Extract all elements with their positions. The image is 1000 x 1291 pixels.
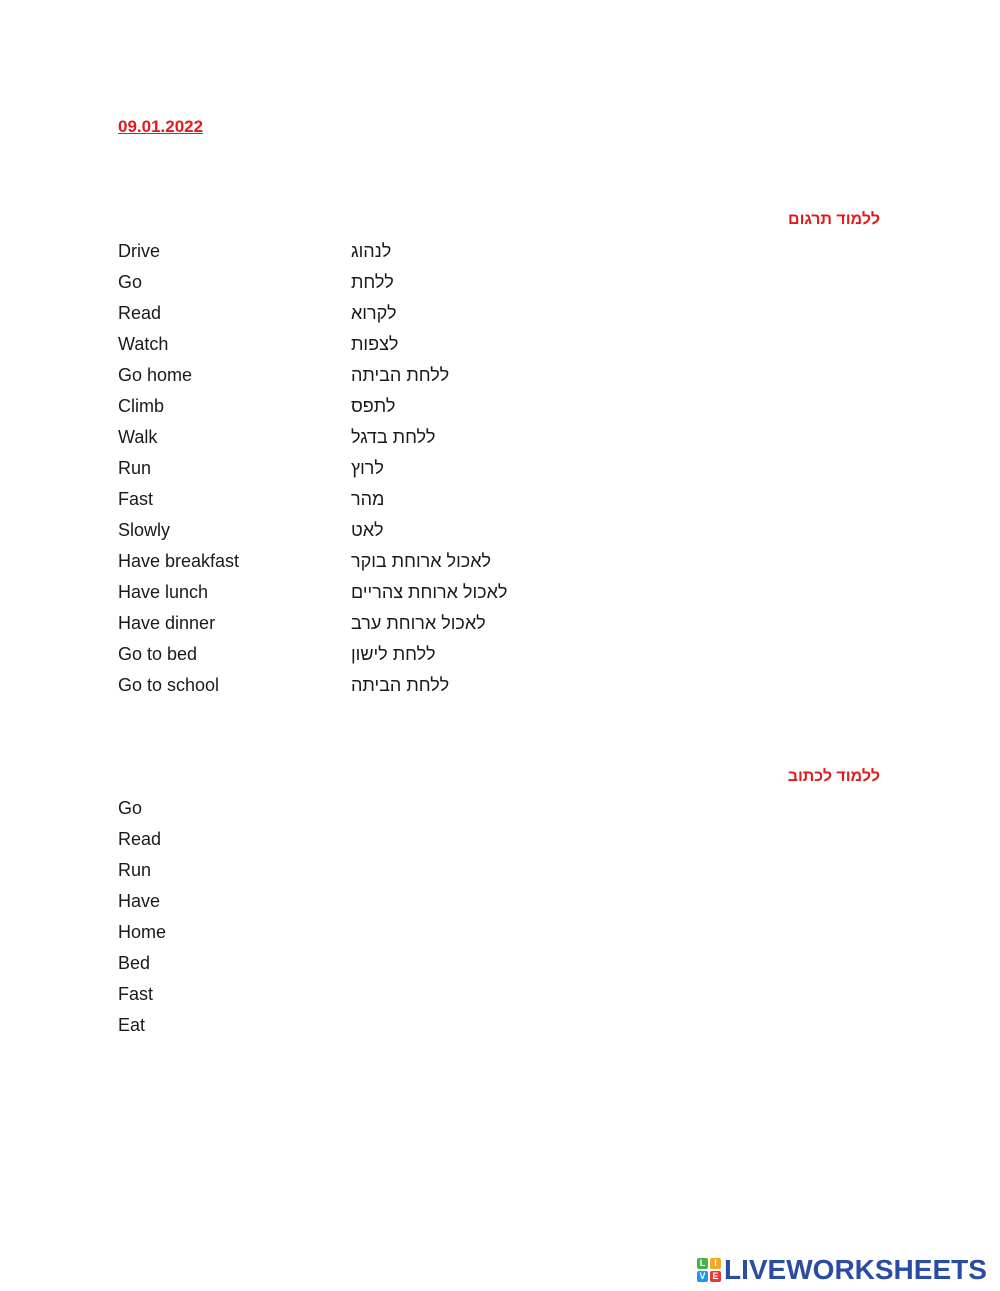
writing-word: Have xyxy=(118,891,161,911)
english-word: Slowly xyxy=(118,520,171,540)
hebrew-translation: מהר xyxy=(351,489,385,509)
english-word: Watch xyxy=(118,334,169,354)
hebrew-translation: לתפס xyxy=(351,396,396,416)
vocab-row xyxy=(118,581,618,612)
logo-blocks-icon xyxy=(697,1258,721,1282)
worksheet-date: 09.01.2022 xyxy=(118,117,204,136)
hebrew-translation: לאכול ארוחת צהריים xyxy=(351,582,508,602)
hebrew-translation: לרוץ xyxy=(351,458,384,478)
writing-word: Go xyxy=(118,798,143,818)
english-word: Fast xyxy=(118,489,154,509)
writing-word: Run xyxy=(118,860,152,880)
hebrew-translation: לאכול ארוחת בוקר xyxy=(351,551,492,571)
hebrew-translation: ללחת הביתה xyxy=(351,365,450,385)
writing-word: Read xyxy=(118,829,162,849)
hebrew-translation: לאכול ארוחת ערב xyxy=(351,613,486,633)
vocab-row xyxy=(118,333,618,364)
english-word: Drive xyxy=(118,241,161,261)
writing-word: Fast xyxy=(118,984,154,1004)
english-word: Climb xyxy=(118,396,165,416)
writing-word: Bed xyxy=(118,953,151,973)
hebrew-translation: לצפות xyxy=(351,334,399,354)
logo-text: LIVEWORKSHEETS xyxy=(724,1254,987,1285)
english-word: Go xyxy=(118,272,143,292)
logo-block: L xyxy=(697,1258,708,1269)
hebrew-translation: ללחת xyxy=(351,272,394,292)
vocab-row xyxy=(118,426,618,457)
logo-block: E xyxy=(710,1271,721,1282)
liveworksheets-logo xyxy=(697,1255,987,1285)
vocab-row xyxy=(118,302,618,333)
vocab-row xyxy=(118,488,618,519)
english-word: Read xyxy=(118,303,162,323)
hebrew-translation: ללחת בדגל xyxy=(351,427,436,447)
english-word: Have lunch xyxy=(118,582,209,602)
vocab-row xyxy=(118,364,618,395)
english-word: Have breakfast xyxy=(118,551,240,571)
logo-block: V xyxy=(697,1271,708,1282)
vocab-row xyxy=(118,271,618,302)
vocab-row xyxy=(118,612,618,643)
vocab-row xyxy=(118,674,618,705)
vocab-row xyxy=(118,395,618,426)
vocab-row xyxy=(118,240,618,271)
hebrew-translation: ללחת לישון xyxy=(351,644,436,664)
english-word: Walk xyxy=(118,427,158,447)
vocabulary-list xyxy=(118,240,618,705)
hebrew-translation: ללחת הביתה xyxy=(351,675,450,695)
vocab-row xyxy=(118,550,618,581)
writing-word-list xyxy=(118,797,166,1045)
writing-word: Eat xyxy=(118,1015,146,1035)
english-word: Go home xyxy=(118,365,193,385)
section-title-translation: ללמוד תרגום xyxy=(788,211,880,228)
hebrew-translation: לנהוג xyxy=(351,241,392,261)
english-word: Go to school xyxy=(118,675,220,695)
vocab-row xyxy=(118,643,618,674)
section-title-writing: ללמוד לכתוב xyxy=(787,768,880,785)
logo-block: I xyxy=(710,1258,721,1269)
english-word: Go to bed xyxy=(118,644,198,664)
writing-word: Home xyxy=(118,922,167,942)
hebrew-translation: לאט xyxy=(351,520,384,540)
hebrew-translation: לקרוא xyxy=(351,303,397,323)
vocab-row xyxy=(118,519,618,550)
english-word: Have dinner xyxy=(118,613,216,633)
vocab-row xyxy=(118,457,618,488)
english-word: Run xyxy=(118,458,152,478)
